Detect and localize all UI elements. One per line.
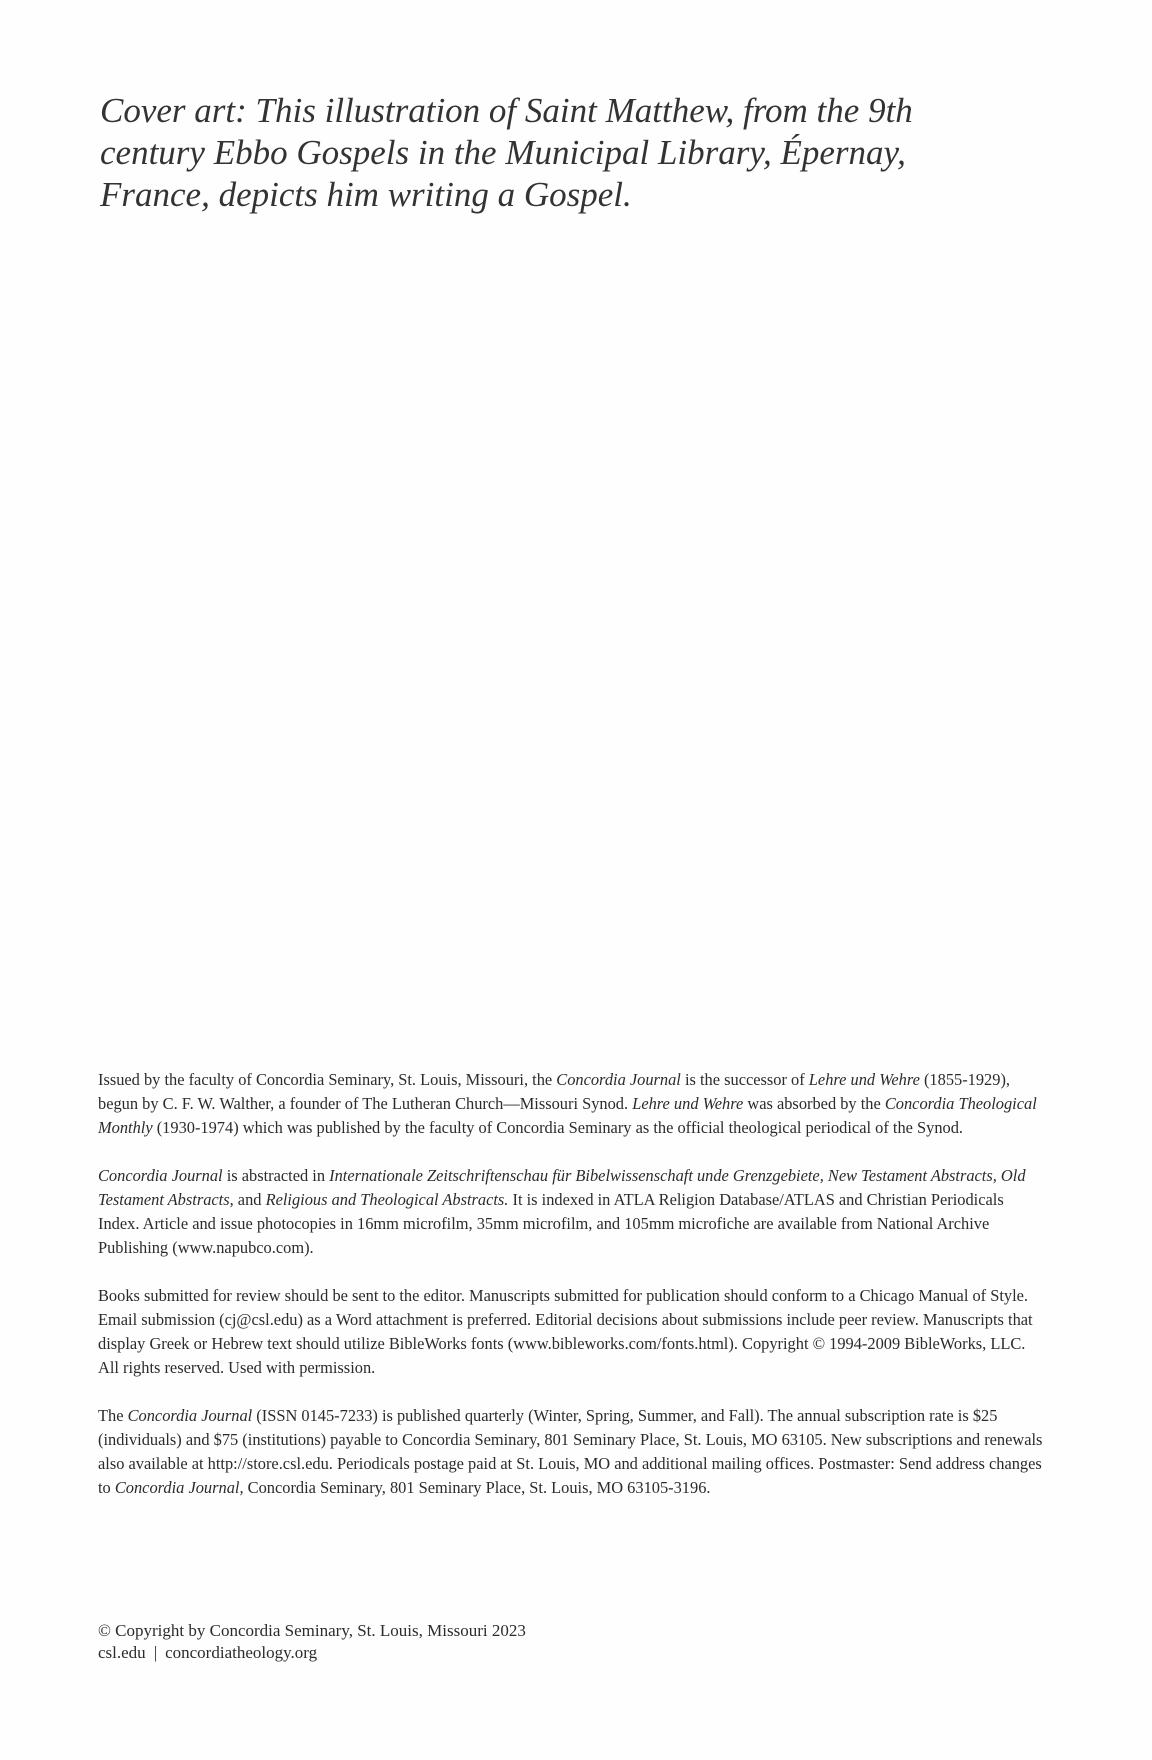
abstract-title: Religious and Theological Abstracts. (265, 1190, 509, 1209)
text-span: (ISSN 0145-7233) is published quarterly (Winter, Spring, Summer, and Fall). The annual subscription rate is $25 (individuals) and $75 (institutions) payable to Concordia Seminary, 801 Seminary Place, St. Louis, MO 63105. New subscriptions and renewals also available at http://store.csl.edu. Periodicals postage paid at St. Louis, MO and additional mailing offices. Postmaster: Send address changes to (98, 1406, 1043, 1497)
text-span: is abstracted in (222, 1166, 330, 1185)
colophon-paragraph-subscriptions (98, 1404, 1048, 1500)
text-span: (1930-1974) which was published by the faculty of Concordia Seminary as the official theological periodical of the Synod. (152, 1118, 964, 1137)
monthly-title: Concordia Theological Monthly (98, 1094, 1037, 1137)
text-span: Concordia Seminary, 801 Seminary Place, St. Louis, MO 63105-3196. (243, 1478, 711, 1497)
colophon-paragraph-history (98, 1068, 1048, 1140)
copyright-line: © Copyright by Concordia Seminary, St. Louis, Missouri 2023 (98, 1621, 526, 1640)
separator: | (153, 1643, 158, 1662)
website-line (98, 1642, 698, 1664)
website-link-csl: csl.edu (98, 1643, 146, 1662)
predecessor-title: Lehre und Wehre (808, 1070, 920, 1089)
journal-title: Concordia Journal (127, 1406, 253, 1425)
colophon-paragraph-abstracts (98, 1164, 1048, 1260)
colophon-paragraph-submissions: Books submitted for review should be sent to the editor. Manuscripts submitted for publication should conform to a Chicago Manual of Style. Email submission (cj@csl.edu) as a Word attachment is preferred. Editorial decisions about submissions include peer review. Manuscripts that display Greek or Hebrew text should utilize BibleWorks fonts (www.bibleworks.com/fonts.html). Copyright © 1994-2009 BibleWorks, LLC. All rights reserved. Used with permission. (98, 1286, 1033, 1377)
text-span: was absorbed by the (743, 1094, 885, 1113)
text-span: (1855-1929), begun by C. F. W. Walther, a founder of The Lutheran Church—Missouri Synod. (98, 1070, 1011, 1113)
text-span: and (233, 1190, 266, 1209)
text-span: It is indexed in ATLA Religion Database/ATLAS and Christian Periodicals Index. Article and issue photocopies in 16mm microfilm, 35mm microfilm, and 105mm microfiche are available from National Archive Publishing (www.napubco.com). (98, 1190, 1004, 1257)
predecessor-title: Lehre und Wehre (632, 1094, 744, 1113)
text-span: The (98, 1406, 128, 1425)
text-span: is the successor of (680, 1070, 809, 1089)
abstract-titles: Internationale Zeitschriftenschau für Bibelwissenschaft unde Grenzgebiete, New Testament Abstracts, Old Testament Abstracts, (98, 1166, 1026, 1209)
website-link-concordiatheology: concordiatheology.org (165, 1643, 318, 1662)
colophon (98, 1068, 1048, 1500)
journal-title: Concordia Journal (556, 1070, 681, 1089)
copyright-footer (98, 1620, 698, 1664)
text-span: Issued by the faculty of Concordia Seminary, St. Louis, Missouri, the (98, 1070, 557, 1089)
cover-art-caption: Cover art: This illustration of Saint Matthew, from the 9th century Ebbo Gospels in the Municipal Library, Épernay, France, depicts him writing a Gospel. (100, 91, 913, 214)
journal-title: Concordia Journal, (114, 1478, 244, 1497)
journal-title: Concordia Journal (98, 1166, 223, 1185)
